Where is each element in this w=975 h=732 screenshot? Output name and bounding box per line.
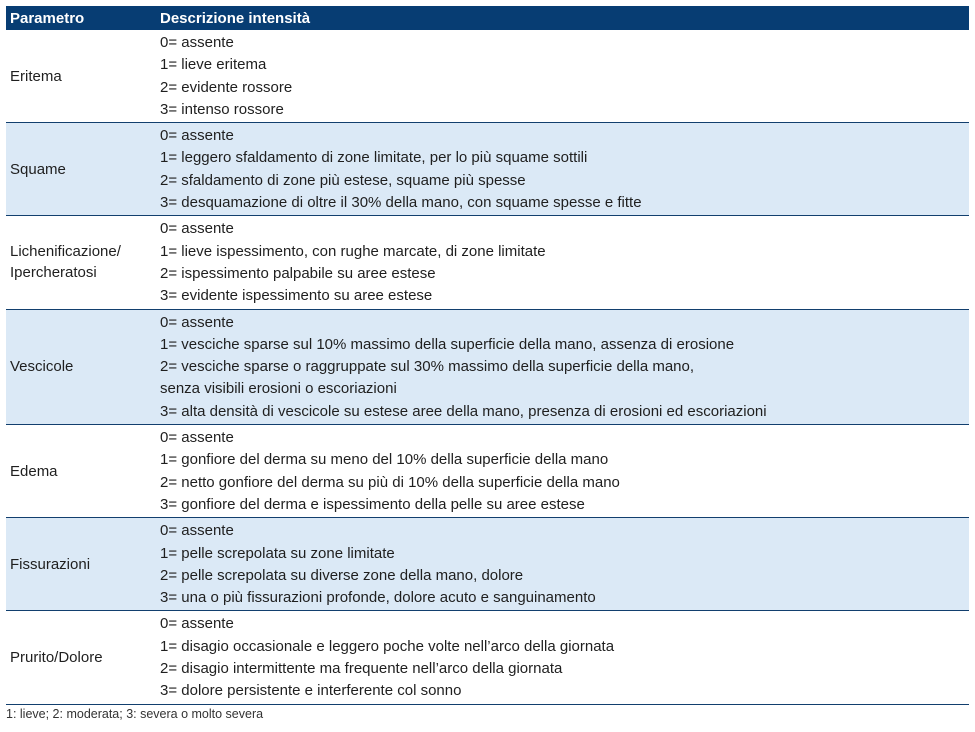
table-row	[6, 425, 969, 518]
description-line: 2= pelle screpolata su diverse zone della mano, dolore	[160, 566, 524, 584]
description-line: 0= assente	[160, 220, 234, 238]
table-row	[6, 216, 969, 309]
description-line: 0= assente	[160, 127, 234, 145]
row-description	[158, 425, 969, 517]
description-line: 0= assente	[160, 34, 234, 51]
row-description	[158, 30, 969, 122]
description-line: 2= netto gonfiore del derma su più di 10% della superficie della mano	[160, 473, 620, 491]
table-row	[6, 30, 969, 123]
description-line: 2= ispessimento palpabile su aree estese	[160, 264, 436, 282]
row-parameter: Squame	[10, 160, 66, 178]
row-parameter: Fissurazioni	[10, 555, 91, 573]
description-line: 1= vesciche sparse sul 10% massimo della superficie della mano, assenza di erosione	[160, 335, 735, 353]
description-line: 0= assente	[160, 615, 234, 633]
row-description	[158, 123, 969, 215]
row-parameter: Prurito/Dolore	[10, 649, 103, 667]
description-line: 0= assente	[160, 522, 234, 540]
table-row	[6, 310, 969, 425]
row-parameter-text: Lichenificazione/ Ipercheratosi	[10, 243, 121, 282]
description-line: 3= desquamazione di oltre il 30% della mano, con squame spesse e fitte	[160, 194, 642, 212]
row-description	[158, 611, 969, 703]
row-parameter: Edema	[10, 462, 58, 480]
table-row	[6, 123, 969, 216]
header-descrizione: Descrizione intensità	[160, 9, 311, 27]
row-description	[158, 310, 969, 424]
table-row	[6, 518, 969, 611]
row-description	[158, 216, 969, 308]
severity-table	[6, 6, 969, 705]
description-line: 0= assente	[160, 313, 234, 331]
description-line: 2= sfaldamento di zone più estese, squame più spesse	[160, 171, 526, 189]
description-line: 0= assente	[160, 429, 234, 447]
description-line: senza visibili erosioni o escoriazioni	[160, 380, 397, 398]
description-line: 1= gonfiore del derma su meno del 10% della superficie della mano	[160, 451, 609, 469]
table-row	[6, 611, 969, 704]
row-description	[158, 518, 969, 610]
description-line: 1= lieve ispessimento, con rughe marcate, di zone limitate	[160, 242, 546, 260]
description-line: 3= dolore persistente e interferente col sonno	[160, 682, 462, 700]
description-line: 3= alta densità di vescicole su estese aree della mano, presenza di erosioni ed escoriazioni	[160, 402, 767, 420]
description-line: 2= vesciche sparse o raggruppate sul 30% massimo della superficie della mano,	[160, 358, 695, 376]
description-line: 3= una o più fissurazioni profonde, dolore acuto e sanguinamento	[160, 589, 596, 607]
description-line: 2= evidente rossore	[160, 78, 293, 96]
description-line: 2= disagio intermittente ma frequente nell’arco della giornata	[160, 660, 563, 678]
description-line: 3= gonfiore del derma e ispessimento della pelle su aree estese	[160, 495, 585, 513]
header-parametro: Parametro	[10, 9, 85, 27]
description-line: 1= lieve eritema	[160, 56, 267, 74]
description-line: 1= disagio occasionale e leggero poche volte nell’arco della giornata	[160, 637, 615, 655]
description-line: 3= intenso rossore	[160, 100, 284, 118]
description-line: 1= pelle screpolata su zone limitate	[160, 544, 395, 562]
description-line: 1= leggero sfaldamento di zone limitate, per lo più squame sottili	[160, 149, 588, 167]
row-parameter: Eritema	[10, 67, 62, 85]
row-parameter: Vescicole	[10, 358, 74, 376]
table-header	[6, 6, 969, 30]
description-line: 3= evidente ispessimento su aree estese	[160, 287, 433, 305]
table-footnote: 1: lieve; 2: moderata; 3: severa o molto severa	[6, 707, 264, 721]
row-parameter	[6, 216, 158, 308]
